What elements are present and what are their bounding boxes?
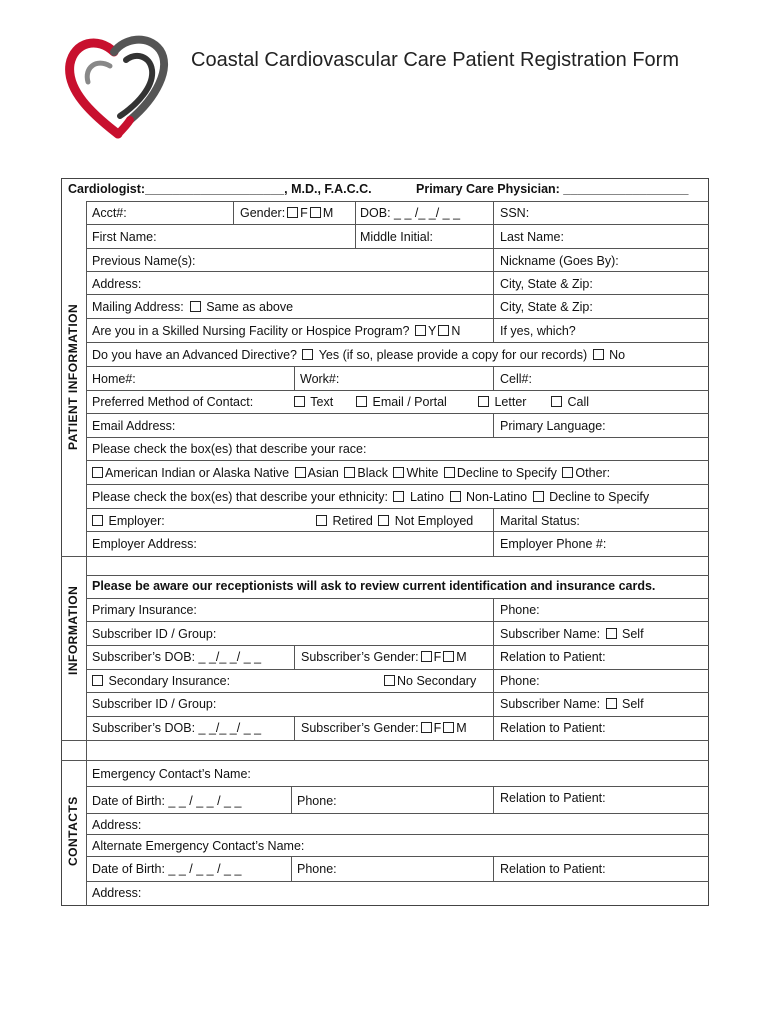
- eth-decline-checkbox[interactable]: [533, 491, 544, 502]
- secondary-insurance-option: [92, 674, 230, 688]
- first-name-field[interactable]: First Name:: [92, 230, 157, 244]
- subscriber-name-2-label: Subscriber Name:: [500, 697, 601, 711]
- gender-m-checkbox[interactable]: [310, 207, 321, 218]
- subscriber-name-2-field: [500, 697, 644, 711]
- race-white-label: White: [406, 466, 439, 480]
- gender-field: [240, 206, 333, 220]
- previous-names-field[interactable]: Previous Name(s):: [92, 254, 196, 268]
- race-decline-label: Decline to Specify: [456, 466, 557, 480]
- gender-f-label: F: [300, 206, 308, 220]
- alt-contact-name-field[interactable]: Alternate Emergency Contact’s Name:: [92, 839, 305, 853]
- nickname-field[interactable]: Nickname (Goes By):: [500, 254, 619, 268]
- subscriber-self-checkbox[interactable]: [606, 628, 617, 639]
- race-am-indian-checkbox[interactable]: [92, 467, 103, 478]
- employer-label: Employer:: [108, 514, 165, 528]
- snf-no-label: N: [451, 324, 461, 338]
- race-black-checkbox[interactable]: [344, 467, 355, 478]
- subscriber-dob-field[interactable]: Subscriber’s DOB: _ _/_ _/ _ _: [92, 650, 262, 664]
- emergency-relation-field[interactable]: Relation to Patient:: [500, 791, 606, 805]
- primary-phone-field[interactable]: Phone:: [500, 603, 540, 617]
- insurance-notice: Please be aware our receptionists will ask to review current identification and insurance cards.: [92, 579, 656, 593]
- employer-checkbox[interactable]: [92, 515, 103, 526]
- employer-option: [92, 514, 165, 528]
- directive-no-label: No: [609, 348, 626, 362]
- race-white-checkbox[interactable]: [393, 467, 404, 478]
- subscriber-name-field: [500, 627, 644, 641]
- snf-yes-checkbox[interactable]: [415, 325, 426, 336]
- race-other-checkbox[interactable]: [562, 467, 573, 478]
- race-black-label: Black: [357, 466, 388, 480]
- directive-question-label: Do you have an Advanced Directive?: [92, 348, 297, 362]
- work-phone-field[interactable]: Work#:: [300, 372, 340, 386]
- last-name-field[interactable]: Last Name:: [500, 230, 564, 244]
- not-employed-checkbox[interactable]: [378, 515, 389, 526]
- snf-which-field[interactable]: If yes, which?: [500, 324, 576, 338]
- city-state-zip-field[interactable]: City, State & Zip:: [500, 277, 593, 291]
- subscriber-gender-2-m-label: M: [456, 721, 467, 735]
- subscriber-self-2-checkbox[interactable]: [606, 698, 617, 709]
- no-secondary-label: No Secondary: [397, 674, 477, 688]
- eth-latino-checkbox[interactable]: [393, 491, 404, 502]
- employer-phone-field[interactable]: Employer Phone #:: [500, 537, 607, 551]
- email-field[interactable]: Email Address:: [92, 419, 176, 433]
- primary-insurance-field[interactable]: Primary Insurance:: [92, 603, 197, 617]
- subscriber-name-label: Subscriber Name:: [500, 627, 601, 641]
- section-label-patient: PATIENT INFORMATION: [66, 303, 80, 450]
- secondary-insurance-label: Secondary Insurance:: [108, 674, 231, 688]
- subscriber-gender-m-checkbox[interactable]: [443, 651, 454, 662]
- not-employed-label: Not Employed: [394, 514, 474, 528]
- section-label-contacts: CONTACTS: [66, 796, 80, 866]
- race-options: [92, 466, 610, 480]
- race-other-label: Other:: [575, 466, 611, 480]
- dob-field[interactable]: DOB: _ _ /_ _/ _ _: [360, 206, 461, 220]
- emergency-contact-name-field[interactable]: Emergency Contact’s Name:: [92, 767, 251, 781]
- subscriber-gender-2-f-checkbox[interactable]: [421, 722, 432, 733]
- contact-text-label: Text: [310, 395, 334, 409]
- no-secondary-checkbox[interactable]: [384, 675, 395, 686]
- ethnicity-prompt: Please check the box(es) that describe your ethnicity:: [92, 490, 388, 504]
- page-title: Coastal Cardiovascular Care Patient Registration Form: [191, 49, 679, 71]
- secondary-insurance-checkbox[interactable]: [92, 675, 103, 686]
- home-phone-field[interactable]: Home#:: [92, 372, 136, 386]
- contact-letter-option: [476, 395, 526, 409]
- contact-call-option: [549, 395, 589, 409]
- ssn-field[interactable]: SSN:: [500, 206, 530, 220]
- emergency-phone-field[interactable]: Phone:: [297, 794, 337, 808]
- contact-email-checkbox[interactable]: [356, 396, 367, 407]
- gender-m-label: M: [322, 206, 334, 220]
- eth-nonlatino-checkbox[interactable]: [450, 491, 461, 502]
- section-label-insurance: INFORMATION: [66, 585, 80, 675]
- subscriber-self-label: Self: [622, 627, 644, 641]
- emergency-address-field[interactable]: Address:: [92, 818, 142, 832]
- gender-f-checkbox[interactable]: [287, 207, 298, 218]
- relation-field[interactable]: Relation to Patient:: [500, 650, 606, 664]
- no-secondary-option: [384, 674, 476, 688]
- address-field[interactable]: Address:: [92, 277, 142, 291]
- eth-nonlatino-label: Non-Latino: [465, 490, 528, 504]
- subscriber-dob-2-field[interactable]: Subscriber’s DOB: _ _/_ _/ _ _: [92, 721, 262, 735]
- eth-decline-label: Decline to Specify: [549, 490, 650, 504]
- language-field[interactable]: Primary Language:: [500, 419, 606, 433]
- ethnicity-options: [92, 490, 649, 504]
- snf-question-label: Are you in a Skilled Nursing Facility or Hospice Program?: [92, 324, 410, 338]
- relation-2-field[interactable]: Relation to Patient:: [500, 721, 606, 735]
- contact-text-option: [292, 395, 333, 409]
- contact-call-label: Call: [567, 395, 590, 409]
- directive-no-checkbox[interactable]: [593, 349, 604, 360]
- marital-status-field[interactable]: Marital Status:: [500, 514, 580, 528]
- alt-address-field[interactable]: Address:: [92, 886, 142, 900]
- contact-letter-checkbox[interactable]: [478, 396, 489, 407]
- directive-question: [92, 348, 625, 362]
- employer-address-field[interactable]: Employer Address:: [92, 537, 197, 551]
- alt-phone-field[interactable]: Phone:: [297, 862, 337, 876]
- mailing-address-field: [92, 300, 293, 314]
- same-as-above-label: Same as above: [206, 300, 294, 314]
- contact-text-checkbox[interactable]: [294, 396, 305, 407]
- subscriber-self-2-label: Self: [622, 697, 644, 711]
- retired-label: Retired: [332, 514, 373, 528]
- race-am-indian-label: American Indian or Alaska Native: [105, 466, 290, 480]
- subscriber-gender-m-label: M: [456, 650, 467, 664]
- same-as-above-checkbox[interactable]: [190, 301, 201, 312]
- contact-letter-label: Letter: [494, 395, 527, 409]
- cell-phone-field[interactable]: Cell#:: [500, 372, 532, 386]
- cardiologist-field[interactable]: Cardiologist:____________________, M.D., F.A.C.C.: [68, 182, 372, 196]
- race-decline-checkbox[interactable]: [444, 467, 455, 478]
- directive-yes-label: Yes (if so, please provide a copy for our records): [318, 348, 588, 362]
- directive-yes-checkbox[interactable]: [302, 349, 313, 360]
- subscriber-gender-2-label: Subscriber’s Gender:: [301, 721, 419, 735]
- race-prompt: Please check the box(es) that describe your race:: [92, 442, 367, 456]
- contact-email-label: Email / Portal: [372, 395, 447, 409]
- pcp-field[interactable]: Primary Care Physician: __________________: [416, 182, 689, 196]
- contact-email-option: [354, 395, 447, 409]
- subscriber-gender-2-f-label: F: [433, 721, 442, 735]
- gender-label: Gender:: [240, 206, 286, 220]
- contact-call-checkbox[interactable]: [551, 396, 562, 407]
- retired-checkbox[interactable]: [316, 515, 327, 526]
- emergency-dob-field[interactable]: Date of Birth: _ _ / _ _ / _ _: [92, 794, 242, 808]
- eth-latino-label: Latino: [409, 490, 445, 504]
- snf-yes-label: Y: [427, 324, 437, 338]
- snf-no-checkbox[interactable]: [438, 325, 449, 336]
- subscriber-gender-f-label: F: [433, 650, 442, 664]
- race-asian-label: Asian: [307, 466, 339, 480]
- subscriber-id-2-field[interactable]: Subscriber ID / Group:: [92, 697, 217, 711]
- middle-initial-field[interactable]: Middle Initial:: [360, 230, 433, 244]
- employment-status-options: [314, 514, 473, 528]
- alt-relation-field[interactable]: Relation to Patient:: [500, 862, 606, 876]
- subscriber-gender-f-checkbox[interactable]: [421, 651, 432, 662]
- alt-dob-field[interactable]: Date of Birth: _ _ / _ _ / _ _: [92, 862, 242, 876]
- race-asian-checkbox[interactable]: [295, 467, 306, 478]
- mailing-city-state-zip-field[interactable]: City, State & Zip:: [500, 300, 593, 314]
- subscriber-gender-2-m-checkbox[interactable]: [443, 722, 454, 733]
- snf-question: [92, 324, 460, 338]
- subscriber-gender-field: [301, 650, 467, 664]
- subscriber-gender-2-field: [301, 721, 467, 735]
- contact-method-label: Preferred Method of Contact:: [92, 395, 254, 409]
- secondary-phone-field[interactable]: Phone:: [500, 674, 540, 688]
- subscriber-gender-label: Subscriber’s Gender:: [301, 650, 419, 664]
- heart-logo-icon: [52, 18, 190, 148]
- acct-field[interactable]: Acct#:: [92, 206, 127, 220]
- mailing-address-label: Mailing Address:: [92, 300, 184, 314]
- subscriber-id-field[interactable]: Subscriber ID / Group:: [92, 627, 217, 641]
